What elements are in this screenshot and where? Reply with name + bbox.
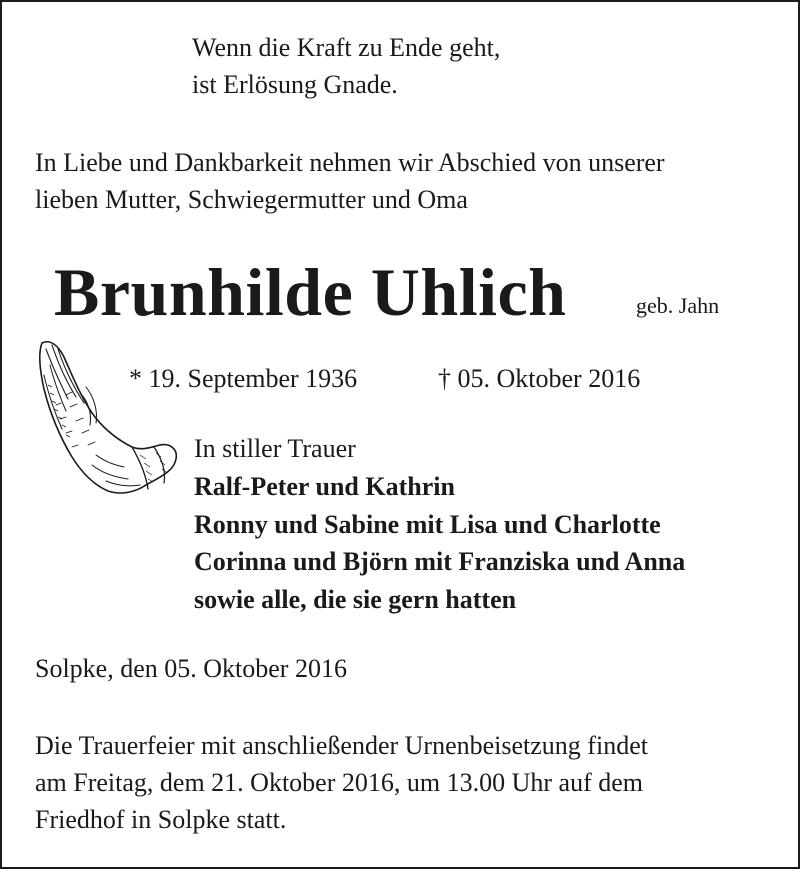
mourner-line: sowie alle, die sie gern hatten [194,585,517,614]
funeral-line-3: Friedhof in Solpke statt. [35,805,287,834]
maiden-name: geb. Jahn [636,293,720,318]
motto-line-1: Wenn die Kraft zu Ende geht, [192,33,501,62]
intro-line-1: In Liebe und Dankbarkeit nehmen wir Abschied von unserer [35,148,665,177]
mourning-heading: In stiller Trauer [194,434,356,463]
motto-line-2: ist Erlösung Gnade. [192,70,398,99]
intro-line-2: lieben Mutter, Schwiegermutter und Oma [35,185,468,214]
mourner-line: Ronny und Sabine mit Lisa und Charlotte [194,510,661,539]
place-date: Solpke, den 05. Oktober 2016 [35,654,347,683]
deceased-name: Brunhilde Uhlich [54,254,567,330]
funeral-line-2: am Freitag, dem 21. Oktober 2016, um 13.00 Uhr auf dem [35,768,643,797]
birth-date: * 19. September 1936 [129,364,358,393]
funeral-line-1: Die Trauerfeier mit anschließender Urnenbeisetzung findet [35,731,648,760]
mourner-line: Ralf-Peter und Kathrin [194,472,455,501]
mourner-line: Corinna und Björn mit Franziska und Anna [194,547,686,576]
death-date: † 05. Oktober 2016 [438,364,641,393]
